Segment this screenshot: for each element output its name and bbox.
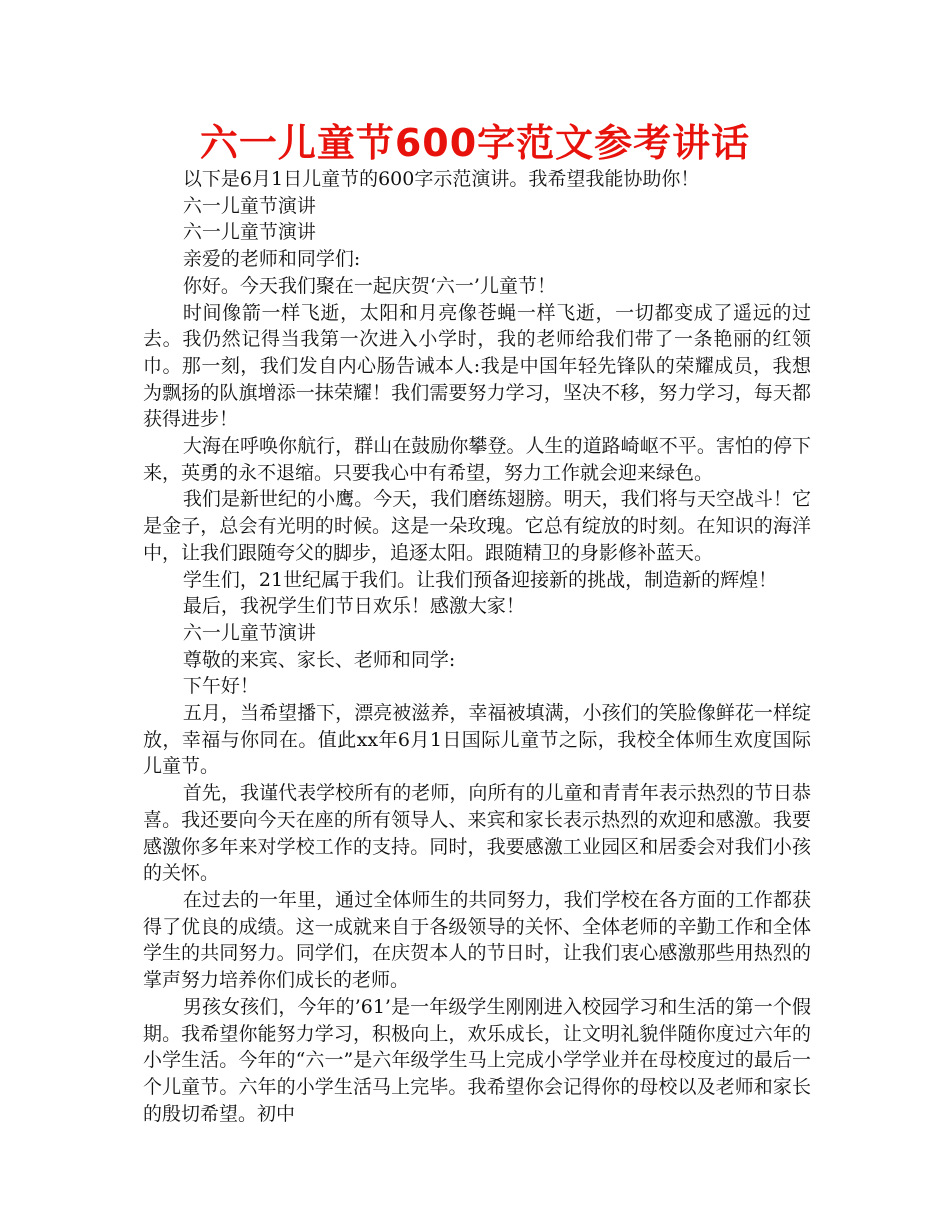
paragraph: 六一儿童节演讲 <box>182 194 316 217</box>
paragraph: 六一儿童节演讲 <box>182 221 316 244</box>
paragraph: 在过去的一年里，通过全体师生的共同努力，我们学校在各方面的工作都获得了优良的成绩。这一成就来自于各级领导的关怀、全体老师的辛勤工作和全体学生的共同努力。同学们，在庆贺本人的节日时，让我们衷心感激那些用热烈的掌声努力培养你们成长的老师。 <box>143 888 811 992</box>
paragraph: 尊敬的来宾、家长、老师和同学: <box>182 648 456 671</box>
paragraph: 学生们，21世纪属于我们。让我们预备迎接新的挑战，制造新的辉煌！ <box>182 568 778 591</box>
document-title: 六一儿童节600字范文参考讲话 <box>199 121 751 165</box>
paragraph: 你好。今天我们聚在一起庆贺‘六一’儿童节！ <box>182 274 556 297</box>
paragraph: 六一儿童节演讲 <box>182 621 316 644</box>
paragraph: 最后，我祝学生们节日欢乐！感激大家！ <box>182 595 525 618</box>
paragraph: 五月，当希望播下，漂亮被滋养，幸福被填满，小孩们的笑脸像鲜花一样绽放，幸福与你同在。值此xx年6月1日国际儿童节之际，我校全体师生欢度国际儿童节。 <box>143 702 811 778</box>
paragraph: 大海在呼唤你航行，群山在鼓励你攀登。人生的道路崎岖不平。害怕的停下来，英勇的永不退缩。只要我心中有希望，努力工作就会迎来绿色。 <box>143 435 811 484</box>
paragraph: 我们是新世纪的小鹰。今天，我们磨练翅膀。明天，我们将与天空战斗！它是金子，总会有光明的时候。这是一朵玫瑰。它总有绽放的时刻。在知识的海洋中，让我们跟随夸父的脚步，追逐太阳。跟随精卫的身影修补蓝天。 <box>143 488 811 564</box>
paragraph: 男孩女孩们，今年的’61’是一年级学生刚刚进入校园学习和生活的第一个假期。我希望你能努力学习，积极向上，欢乐成长，让文明礼貌伴随你度过六年的小学生活。今年的“六一”是六年级学生马上完成小学学业并在母校度过的最后一个儿童节。六年的小学生活马上完毕。我希望你会记得你的母校以及老师和家长的殷切希望。初中 <box>143 995 811 1125</box>
paragraph: 以下是6月1日儿童节的600字示范演讲。我希望我能协助你！ <box>182 168 700 190</box>
paragraph: 下午好！ <box>182 675 259 698</box>
paragraph: 首先，我谨代表学校所有的老师，向所有的儿童和青青年表示热烈的节日恭喜。我还要向今天在座的所有领导人、来宾和家长表示热烈的欢迎和感激。我要感激你多年来对学校工作的支持。同时，我要感激工业园区和居委会对我们小孩的关怀。 <box>143 782 811 885</box>
paragraph: 时间像箭一样飞逝，太阳和月亮像苍蝇一样飞逝，一切都变成了遥远的过去。我仍然记得当我第一次进入小学时，我的老师给我们带了一条艳丽的红领巾。那一刻，我们发自内心肠告诫本人:我是中国年轻先锋队的荣耀成员，我想为飘扬的队旗增添一抹荣耀！我们需要努力学习，坚决不移，努力学习，每天都获得进步！ <box>143 301 811 431</box>
document-body <box>143 166 811 1127</box>
paragraph: 亲爱的老师和同学们: <box>182 248 361 271</box>
